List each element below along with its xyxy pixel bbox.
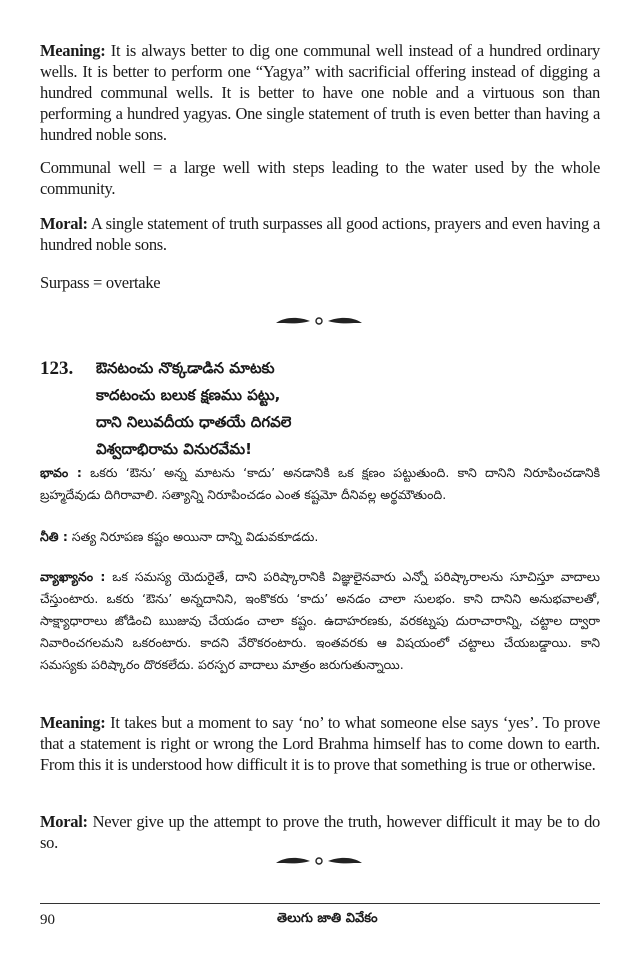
ornament-divider-icon bbox=[274, 854, 364, 868]
moral-paragraph-bottom bbox=[40, 811, 600, 853]
bhavam-label: భావం : bbox=[40, 465, 82, 480]
meaning-text: It is always better to dig one communal well instead of a hundred ordinary wells. It is better to perform one “Yagya” with sacrificial offering instead of digging a hundred communal wells. It is better to have one noble and a virtuous son than performing a hundred yagyas. One single statement of truth is even better than having a hundred noble sons. bbox=[40, 41, 600, 144]
moral-text: Never give up the attempt to prove the truth, however difficult it may be to do so. bbox=[40, 812, 600, 852]
meaning-paragraph-top bbox=[40, 40, 600, 145]
vyakhyanam-label: వ్యాఖ్యానం : bbox=[40, 569, 106, 584]
poem-verse bbox=[96, 355, 526, 463]
meaning-paragraph-bottom bbox=[40, 712, 600, 775]
surpass-definition: Surpass = overtake bbox=[40, 273, 161, 292]
neeti-label: నీతి : bbox=[40, 529, 68, 544]
poem-line: విశ్వదాభిరామ వినురవేమ! bbox=[96, 440, 252, 458]
moral-label: Moral: bbox=[40, 812, 88, 831]
poem-line: దాని నిలువదీయ ధాతయే దిగవలె bbox=[96, 413, 292, 431]
neeti-paragraph bbox=[40, 526, 600, 548]
communal-well-definition: Communal well = a large well with steps leading to the water used by the whole community. bbox=[40, 158, 600, 198]
neeti-text: సత్య నిరూపణ కష్టం అయినా దాన్ని విడువకూడదు. bbox=[67, 529, 319, 544]
poem-line: కాదటంచు బలుక క్షణము పట్టు, bbox=[96, 386, 281, 404]
meaning-label: Meaning: bbox=[40, 713, 106, 732]
bhavam-text: ఒకరు ‘ఔను’ అన్న మాటను ‘కాదు’ అనడానికి ఒక క్షణం పట్టుతుంది. కాని దానిని నిరూపించడానికి బ్రహ్మదేవుడు దిగిరావాలి. సత్యాన్ని నిరూపించడం ఎంత కష్టమో దీనివల్ల అర్థమౌతుంది. bbox=[40, 465, 600, 502]
meaning-text: It takes but a moment to say ‘no’ to what someone else says ‘yes’. To prove that a statement is right or wrong the Lord Brahma himself has to come down to earth. From this it is understood how difficult it is to prove that something is true or otherwise. bbox=[40, 713, 600, 774]
footer-divider bbox=[40, 903, 600, 904]
meaning-label: Meaning: bbox=[40, 41, 106, 60]
poem-line: ఔనటంచు నొక్కడాడిన మాటకు bbox=[96, 359, 275, 377]
vyakhyanam-paragraph bbox=[40, 566, 600, 676]
poem-number: 123. bbox=[40, 358, 74, 379]
bhavam-paragraph bbox=[40, 462, 600, 506]
moral-text: A single statement of truth surpasses all good actions, prayers and even having a hundred noble sons. bbox=[40, 214, 600, 254]
page-number: 90 bbox=[40, 912, 55, 928]
moral-paragraph-top bbox=[40, 213, 600, 255]
book-title: తెలుగు జాతి వివేకం bbox=[277, 911, 378, 926]
vyakhyanam-text: ఒక సమస్య యెదురైతే, దాని పరిష్కారానికి విజ్ఞులైనవారు ఎన్నో పరిష్కారాలను సూచిస్తూ వాదాలు చేస్తుంటారు. ఒకరు ‘ఔను’ అన్నదానిని, ఇంకొకరు ‘కాదు’ అనడం చాలా సులభం. కాని దానిని అనుభవాలతో, సాక్ష్యాధారాలు జోడించి ఋజువు చేయడం చాలా కష్టం. ఉదాహరణకు, వరకట్నపు దురాచారాన్ని, చట్టాల ద్వారా నివారించగలమని ఒకరంటారు. కాదని వేరొకరంటారు. ఇంతవరకు ఆ విషయంలో చట్టాలు చేయబడ్డాయి. కాని సమస్యకు పరిష్కారం దొరకలేదు. పరస్పర వాదాలు మాత్రం జరుగుతున్నాయి. bbox=[40, 569, 600, 672]
ornament-divider-icon bbox=[274, 314, 364, 328]
moral-label: Moral: bbox=[40, 214, 88, 233]
